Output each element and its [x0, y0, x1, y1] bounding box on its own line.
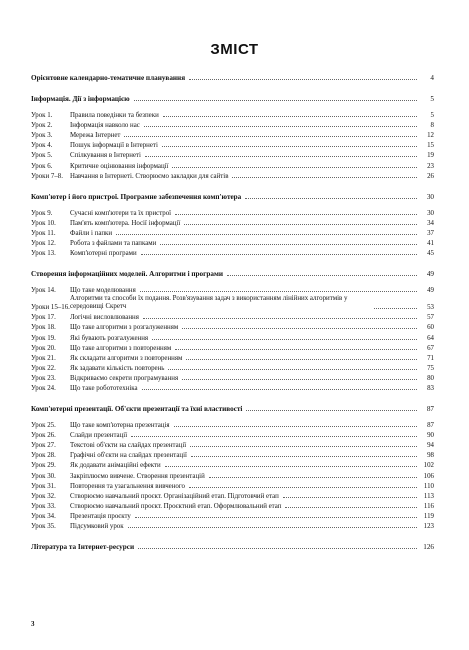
lesson-number: Урок 1. [31, 112, 53, 120]
section-page-number: 30 [426, 192, 434, 201]
lesson-number: Урок 5. [31, 152, 53, 160]
toc-section-heading[interactable] [31, 399, 434, 413]
toc-lesson-row[interactable] [31, 449, 434, 459]
lesson-title: Комп'ютерні програми [70, 250, 137, 258]
lesson-title: Як додавати анімаційні ефекти [70, 462, 161, 470]
lesson-title: Робота з файлами та папками [70, 240, 157, 248]
lesson-title: Алгоритми та способи їх подання. Розв'язування задач з використанням лінійних алгоритмів у середовищі Скретч [70, 295, 348, 311]
lesson-number: Урок 4. [31, 142, 53, 150]
toc-lesson-row[interactable] [31, 284, 434, 294]
lesson-title: Презентація проєкту [70, 512, 131, 520]
lesson-page-number: 83 [427, 384, 434, 392]
section-title: Орієнтовне календарно-тематичне планування [31, 74, 186, 82]
lesson-number: Урок 21. [31, 354, 56, 362]
lesson-title: Пам'ять комп'ютера. Носії інформації [70, 219, 181, 227]
lesson-title: Спілкування в Інтернеті [70, 152, 141, 160]
dot-leader [246, 409, 417, 411]
toc-lesson-row[interactable] [31, 500, 434, 510]
lesson-page-number: 30 [427, 209, 434, 217]
dot-leader [285, 506, 417, 508]
lesson-title: Як складати алгоритми з повторенням [70, 354, 183, 362]
toc-lesson-row[interactable] [31, 480, 434, 490]
lesson-title: Критичне оцінювання інформації [70, 162, 169, 170]
section-title: Комп'ютерні презентації. Об'єкти презентації та їхні властивості [31, 404, 243, 413]
lesson-number: Урок 25. [31, 422, 56, 430]
dot-leader [283, 496, 417, 498]
toc-section-heading[interactable] [31, 264, 434, 278]
section-title: Література та Інтернет-ресурси [31, 543, 135, 551]
lesson-title: Правила поведінки та безпеки [70, 112, 159, 120]
lesson-page-number: 5 [430, 112, 434, 120]
lesson-number: Урок 9. [31, 209, 53, 217]
lesson-title: Створюємо навчальний проєкт. Проєктний етап. Оформлювальний етап [70, 502, 282, 510]
dot-leader [168, 368, 417, 370]
page-number: 3 [31, 620, 35, 628]
lesson-number: Урок 28. [31, 452, 56, 460]
dot-leader [182, 378, 417, 380]
lesson-number: Урок 27. [31, 442, 56, 450]
lesson-number: Урок 13. [31, 250, 56, 258]
section-title: Створення інформаційних моделей. Алгоритми і програми [31, 270, 223, 279]
table-of-contents [31, 68, 434, 557]
lesson-number: Урок 33. [31, 502, 56, 510]
lesson-number: Урок 35. [31, 523, 56, 530]
lesson-page-number: 64 [427, 334, 434, 342]
dot-leader [134, 99, 417, 101]
dot-leader [128, 526, 417, 528]
dot-leader [145, 155, 417, 157]
lesson-page-number: 116 [423, 502, 434, 510]
lesson-number: Урок 20. [31, 344, 56, 352]
lesson-title: Підсумковий урок [70, 523, 124, 530]
lesson-number: Урок 22. [31, 364, 56, 372]
lesson-title: Пошук інформації в Інтернеті [70, 142, 158, 150]
toc-lesson-row[interactable] [31, 372, 434, 382]
lesson-page-number: 8 [430, 122, 434, 130]
lesson-number: Урок 30. [31, 472, 56, 480]
lesson-title: Текстові об'єкти на слайдах презентації [70, 442, 187, 450]
lesson-page-number: 123 [423, 523, 434, 530]
toc-lesson-row[interactable] [31, 382, 434, 392]
lesson-number: Урок 3. [31, 132, 53, 140]
lesson-page-number: 15 [427, 142, 434, 150]
lesson-title: Що таке комп'ютерна презентація [70, 422, 170, 430]
dot-leader [172, 166, 417, 168]
dot-leader [165, 465, 417, 467]
toc-lesson-row[interactable] [31, 510, 434, 520]
lesson-page-number: 19 [427, 152, 434, 160]
lesson-page-number: 90 [427, 432, 434, 440]
lesson-title: Що таке алгоритми з повторенням [70, 344, 172, 352]
toc-lesson-row[interactable] [31, 352, 434, 362]
lesson-page-number: 67 [427, 344, 434, 352]
lesson-title: Графічні об'єкти на слайдах презентації [70, 452, 187, 460]
toc-section-heading[interactable] [31, 68, 434, 82]
lesson-title: Як задавати кількість повторень [70, 364, 165, 372]
dot-leader [209, 476, 417, 478]
section-page-number: 5 [430, 95, 434, 103]
lesson-title: Закріплюємо вивчене. Створення презентацій [70, 472, 205, 480]
dot-leader [184, 223, 417, 225]
dot-leader [138, 547, 417, 549]
toc-lesson-row[interactable] [31, 294, 434, 311]
dot-leader [143, 317, 417, 319]
dot-leader [140, 290, 417, 292]
lesson-page-number: 80 [427, 374, 434, 382]
dot-leader [189, 78, 417, 80]
section-page-number: 49 [426, 270, 434, 279]
lesson-title: Сучасні комп'ютери та їх пристрої [70, 209, 172, 217]
section-title: Комп'ютер і його пристрої. Програмне забезпечення комп'ютера [31, 192, 242, 201]
lesson-title: Які бувають розгалуження [70, 334, 149, 342]
lesson-number: Урок 29. [31, 462, 56, 470]
toc-lesson-row[interactable] [31, 311, 434, 321]
dot-leader [175, 348, 417, 350]
lesson-number: Урок 11. [31, 229, 56, 237]
lesson-page-number: 75 [427, 364, 434, 372]
dot-leader [189, 486, 417, 488]
toc-lesson-row[interactable] [31, 207, 434, 217]
section-title: Інформація. Дії з інформацією [31, 95, 130, 103]
dot-leader [152, 338, 417, 340]
dot-leader [245, 197, 417, 199]
toc-lesson-row[interactable] [31, 469, 434, 479]
lesson-title: Мережа Інтернет [70, 132, 121, 140]
lesson-page-number: 37 [427, 229, 434, 237]
toc-lesson-row[interactable] [31, 331, 434, 341]
dot-leader [142, 388, 417, 390]
toc-lesson-row[interactable] [31, 139, 434, 149]
toc-lesson-row[interactable] [31, 149, 434, 159]
dot-leader [141, 253, 417, 255]
lesson-page-number: 60 [427, 324, 434, 332]
lesson-page-number: 34 [427, 219, 434, 227]
lesson-page-number: 57 [427, 314, 434, 322]
lesson-number: Урок 6. [31, 162, 53, 170]
toc-lesson-row[interactable] [31, 362, 434, 372]
lesson-number: Урок 19. [31, 334, 56, 342]
lesson-number: Урок 2. [31, 122, 53, 130]
lesson-number: Урок 12. [31, 240, 56, 248]
dot-leader [163, 115, 417, 117]
lesson-page-number: 102 [423, 462, 434, 470]
lesson-page-number: 119 [423, 512, 434, 520]
lesson-title: Відкриваємо секрети програмування [70, 374, 179, 382]
toc-lesson-row[interactable] [31, 419, 434, 429]
lesson-page-number: 113 [423, 492, 434, 500]
dot-leader [160, 243, 417, 245]
lesson-title: Що таке алгоритми з розгалуженням [70, 324, 179, 332]
lesson-title: Інформація навколо нас [70, 122, 140, 130]
toc-lesson-row[interactable] [31, 439, 434, 449]
lesson-title: Слайди презентації [70, 432, 128, 440]
lesson-page-number: 94 [427, 442, 434, 450]
lesson-title: Логічні висловлювання [70, 314, 139, 322]
toc-lesson-row[interactable] [31, 217, 434, 227]
toc-lesson-row[interactable] [31, 170, 434, 180]
toc-lesson-row[interactable] [31, 459, 434, 469]
lesson-number: Урок 23. [31, 374, 56, 382]
section-page-number: 126 [423, 543, 434, 551]
dot-leader [227, 274, 417, 276]
toc-section-heading[interactable] [31, 537, 434, 551]
lesson-number: Урок 17. [31, 314, 56, 322]
toc-lesson-row[interactable] [31, 109, 434, 119]
toc-section-heading[interactable] [31, 89, 434, 103]
dot-leader [174, 425, 417, 427]
toc-lesson-row[interactable] [31, 159, 434, 169]
dot-leader [135, 516, 417, 518]
lesson-page-number: 98 [427, 452, 434, 460]
lesson-page-number: 45 [427, 250, 434, 258]
toc-lesson-row[interactable] [31, 237, 434, 247]
dot-leader [175, 213, 417, 215]
dot-leader [124, 135, 417, 137]
lesson-number: Урок 32. [31, 492, 56, 500]
lesson-title: Файли і папки [70, 229, 113, 237]
dot-leader [162, 145, 417, 147]
toc-lesson-row[interactable] [31, 429, 434, 439]
lesson-number: Урок 10. [31, 219, 56, 227]
toc-lesson-row[interactable] [31, 520, 434, 530]
lesson-page-number: 41 [427, 240, 434, 248]
dot-leader [182, 327, 417, 329]
lesson-title: Що таке моделювання [70, 287, 136, 295]
toc-lesson-row[interactable] [31, 342, 434, 352]
dot-leader [131, 435, 417, 437]
lesson-number: Урок 31. [31, 482, 56, 490]
lesson-number: Урок 24. [31, 384, 56, 392]
dot-leader [144, 125, 417, 127]
dot-leader [191, 455, 417, 457]
toc-lesson-row[interactable] [31, 247, 434, 257]
section-page-number: 87 [426, 404, 434, 413]
toc-lesson-row[interactable] [31, 490, 434, 500]
lesson-page-number: 12 [427, 132, 434, 140]
lesson-title: Навчання в Інтернеті. Створюємо закладки для сайтів [70, 172, 229, 180]
toc-lesson-row[interactable] [31, 119, 434, 129]
lesson-number: Уроки 7–8. [31, 172, 63, 180]
toc-lesson-row[interactable] [31, 227, 434, 237]
lesson-number: Урок 14. [31, 287, 56, 295]
dot-leader [186, 358, 417, 360]
lesson-page-number: 71 [427, 354, 434, 362]
lesson-number: Урок 34. [31, 512, 56, 520]
lesson-page-number: 53 [427, 304, 434, 312]
lesson-title: Створюємо навчальний проєкт. Організаційний етап. Підготовчий етап [70, 492, 279, 500]
lesson-number: Уроки 15–16. [31, 304, 70, 312]
dot-leader [190, 445, 417, 447]
lesson-title: Що таке робототехніка [70, 384, 138, 392]
dot-leader [374, 307, 417, 309]
toc-lesson-row[interactable] [31, 129, 434, 139]
dot-leader [116, 233, 417, 235]
lesson-number: Урок 18. [31, 324, 56, 332]
toc-lesson-row[interactable] [31, 321, 434, 331]
lesson-page-number: 87 [427, 422, 434, 430]
dot-leader [232, 176, 417, 178]
lesson-page-number: 23 [427, 162, 434, 170]
page-title: ЗМІСТ [210, 41, 259, 58]
toc-section-heading[interactable] [31, 187, 434, 201]
lesson-number: Урок 26. [31, 432, 56, 440]
lesson-page-number: 26 [427, 172, 434, 180]
lesson-page-number: 106 [423, 472, 434, 480]
lesson-page-number: 49 [427, 287, 434, 295]
lesson-title: Повторення та узагальнення вивченого [70, 482, 185, 490]
lesson-page-number: 110 [423, 482, 434, 490]
section-page-number: 4 [430, 74, 434, 82]
